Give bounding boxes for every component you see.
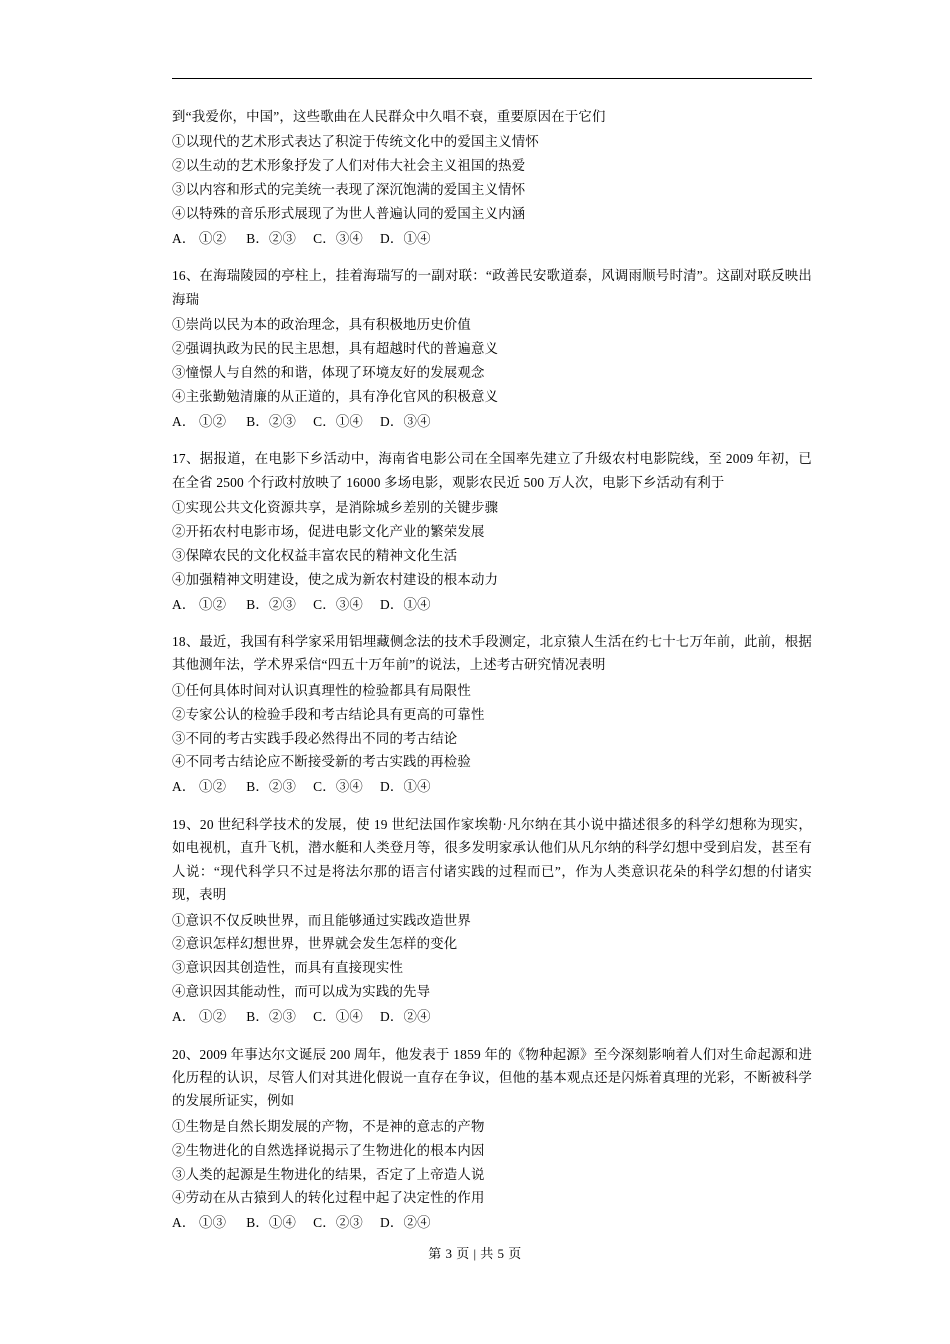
answer-choice-a: A． ①② bbox=[172, 230, 227, 246]
answer-choice-d: D．③④ bbox=[380, 413, 431, 429]
answer-choice-a: A． ①② bbox=[172, 779, 227, 795]
question-option: ①以现代的艺术形式表达了积淀于传统文化中的爱国主义情怀 bbox=[172, 134, 539, 150]
question-option: ③意识因其创造性，而具有直接现实性 bbox=[172, 960, 404, 976]
page-content bbox=[172, 78, 812, 1238]
question-option: ①任何具体时间对认识真理性的检验都具有局限性 bbox=[172, 682, 471, 698]
question-block bbox=[172, 105, 812, 251]
answer-choice-d: D．①④ bbox=[380, 596, 431, 612]
question-block bbox=[172, 1043, 812, 1236]
question-option: ②以生动的艺术形象抒发了人们对伟大社会主义祖国的热爱 bbox=[172, 158, 526, 174]
answer-choice-b: B．②③ bbox=[246, 230, 297, 246]
question-option: ②意识怎样幻想世界，世界就会发生怎样的变化 bbox=[172, 936, 458, 952]
question-option: ②强调执政为民的民主思想，具有超越时代的普遍意义 bbox=[172, 341, 499, 357]
question-option: ②生物进化的自然选择说揭示了生物进化的根本内因 bbox=[172, 1142, 485, 1158]
question-stem: 20、2009 年事达尔文诞辰 200 周年，他发表于 1859 年的《物种起源》至今深刻影响着人们对生命起源和进化历程的认识，尽管人们对其进化假说一直存在争议，但他的基本观点还是闪烁着真理的光彩，不断被科学的发展所证实，例如 bbox=[172, 1046, 812, 1109]
answer-choices bbox=[172, 409, 812, 434]
answer-choices bbox=[172, 774, 812, 799]
answer-choices bbox=[172, 1004, 812, 1029]
header-rule bbox=[172, 78, 812, 79]
answer-choices bbox=[172, 1210, 812, 1235]
question-option: ④不同考古结论应不断接受新的考古实践的再检验 bbox=[172, 754, 471, 770]
answer-choice-d: D．①④ bbox=[380, 230, 431, 246]
question-option: ②开拓农村电影市场，促进电影文化产业的繁荣发展 bbox=[172, 523, 485, 539]
answer-choice-c: C．①④ bbox=[313, 1009, 364, 1025]
answer-choice-b: B．②③ bbox=[246, 1009, 297, 1025]
answer-choice-a: A． ①② bbox=[172, 413, 227, 429]
answer-choice-b: B．②③ bbox=[246, 413, 297, 429]
page-footer bbox=[0, 1243, 950, 1262]
question-option: ③保障农民的文化权益丰富农民的精神文化生活 bbox=[172, 547, 458, 563]
question-stem: 到“我爱你，中国”，这些歌曲在人民群众中久唱不衰，重要原因在于它们 bbox=[172, 109, 606, 124]
answer-choice-c: C．③④ bbox=[313, 230, 364, 246]
answer-choice-b: B．①④ bbox=[246, 1215, 297, 1231]
question-option: ①生物是自然长期发展的产物，不是神的意志的产物 bbox=[172, 1118, 485, 1134]
question-stem: 17、据报道，在电影下乡活动中，海南省电影公司在全国率先建立了升级农村电影院线，至 2009 年初，已在全省 2500 个行政村放映了 16000 多场电影，观影农民近 500 万人次，电影下乡活动有利于 bbox=[172, 451, 812, 490]
answer-choice-c: C．②③ bbox=[313, 1215, 364, 1231]
answer-choice-a: A． ①② bbox=[172, 596, 227, 612]
question-option: ③人类的起源是生物进化的结果，否定了上帝造人说 bbox=[172, 1166, 485, 1182]
question-option: ①崇尚以民为本的政治理念，具有积极地历史价值 bbox=[172, 317, 471, 333]
question-block bbox=[172, 447, 812, 617]
question-option: ③以内容和形式的完美统一表现了深沉饱满的爱国主义情怀 bbox=[172, 182, 526, 198]
answer-choice-d: D．①④ bbox=[380, 779, 431, 795]
question-block bbox=[172, 264, 812, 434]
answer-choice-c: C．③④ bbox=[313, 779, 364, 795]
question-option: ③不同的考古实践手段必然得出不同的考古结论 bbox=[172, 730, 458, 746]
question-option: ④意识因其能动性，而可以成为实践的先导 bbox=[172, 984, 431, 1000]
answer-choice-b: B．②③ bbox=[246, 779, 297, 795]
answer-choices bbox=[172, 592, 812, 617]
answer-choice-a: A． ①② bbox=[172, 1009, 227, 1025]
question-stem: 16、在海瑞陵园的亭柱上，挂着海瑞写的一副对联：“政善民安歌道泰，风调雨顺号时清”。这副对联反映出海瑞 bbox=[172, 268, 812, 307]
answer-choices bbox=[172, 226, 812, 251]
question-option: ④加强精神文明建设，使之成为新农村建设的根本动力 bbox=[172, 571, 499, 587]
question-option: ④主张勤勉清廉的从正道的，具有净化官风的积极意义 bbox=[172, 388, 499, 404]
question-stem: 19、20 世纪科学技术的发展，使 19 世纪法国作家埃勒·凡尔纳在其小说中描述很多的科学幻想称为现实，如电视机，直升飞机，潜水艇和人类登月等，很多发明家承认他们从凡尔纳的科学幻想中受到启发，甚至有人说：“现代科学只不过是将法尔那的语言付诸实践的过程而已”，作为人类意识花朵的科学幻想的付诸实现，表明 bbox=[172, 816, 812, 903]
question-option: ②专家公认的检验手段和考古结论具有更高的可靠性 bbox=[172, 706, 485, 722]
question-option: ③憧憬人与自然的和谐，体现了环境友好的发展观念 bbox=[172, 364, 485, 380]
answer-choice-a: A． ①③ bbox=[172, 1215, 227, 1231]
answer-choice-d: D．②④ bbox=[380, 1009, 431, 1025]
answer-choice-c: C．③④ bbox=[313, 596, 364, 612]
question-option: ①实现公共文化资源共享，是消除城乡差别的关键步骤 bbox=[172, 500, 499, 516]
answer-choice-b: B．②③ bbox=[246, 596, 297, 612]
question-option: ①意识不仅反映世界，而且能够通过实践改造世界 bbox=[172, 912, 471, 928]
question-block bbox=[172, 813, 812, 1030]
question-option: ④以特殊的音乐形式展现了为世人普遍认同的爱国主义内涵 bbox=[172, 206, 526, 222]
question-block bbox=[172, 630, 812, 800]
answer-choice-c: C．①④ bbox=[313, 413, 364, 429]
page-number-text: 第 3 页 | 共 5 页 bbox=[428, 1246, 522, 1261]
answer-choice-d: D．②④ bbox=[380, 1215, 431, 1231]
question-stem: 18、最近，我国有科学家采用铝埋藏侧念法的技术手段测定，北京猿人生活在约七十七万年前，此前，根据其他测年法，学术界采信“四五十万年前”的说法，上述考古研究情况表明 bbox=[172, 633, 812, 673]
question-option: ④劳动在从古猿到人的转化过程中起了决定性的作用 bbox=[172, 1190, 485, 1206]
